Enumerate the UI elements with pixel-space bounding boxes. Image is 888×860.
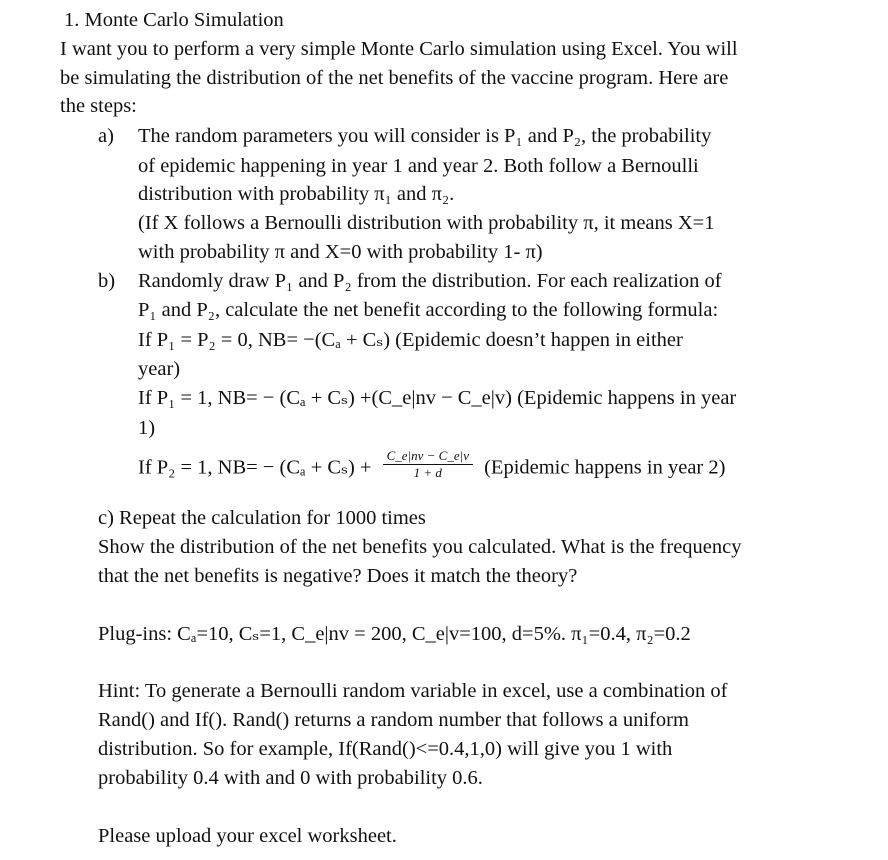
item-a-line-5: with probability π and X=0 with probability 1- π)	[138, 241, 543, 263]
intro-line-3: the steps:	[60, 95, 137, 117]
hint-line-3: distribution. So for example, If(Rand()<=0.4,1,0) will give you 1 with	[98, 738, 673, 760]
item-a-line-1: The random parameters you will consider is P₁ and P₂, the probability	[138, 125, 712, 147]
year2-suffix: (Epidemic happens in year 2)	[484, 456, 726, 479]
item-a-line-2: of epidemic happening in year 1 and year 2. Both follow a Bernoulli	[138, 155, 699, 177]
item-c-line: c) Repeat the calculation for 1000 times	[98, 507, 426, 529]
item-b-marker: b)	[98, 270, 116, 292]
item-b-line-6: 1)	[138, 417, 156, 439]
followup-line-2: that the net benefits is negative? Does it match the theory?	[98, 565, 578, 587]
year2-prefix: If P₂ = 1, NB= − (Cₐ + Cₛ) +	[138, 456, 372, 479]
item-a-marker: a)	[98, 125, 114, 147]
item-a-line-3: distribution with probability π₁ and π₂.	[138, 183, 455, 205]
closing-line: Please upload your excel worksheet.	[98, 825, 397, 847]
section-title: 1. Monte Carlo Simulation	[64, 9, 284, 31]
hint-line-2: Rand() and If(). Rand() returns a random number that follows a uniform	[98, 709, 689, 731]
item-b-line-5: If P₁ = 1, NB= − (Cₐ + Cₛ) +(C_e|nv − C_e|v) (Epidemic happens in year	[138, 387, 737, 409]
item-b-year2-formula	[138, 448, 726, 485]
year2-fraction-numerator: C_e|nv − C_e|v	[383, 448, 473, 465]
item-b-line-4: year)	[138, 358, 181, 380]
year2-fraction	[383, 448, 473, 481]
intro-line-1: I want you to perform a very simple Monte Carlo simulation using Excel. You will	[60, 38, 738, 60]
hint-line-4: probability 0.4 with and 0 with probability 0.6.	[98, 767, 483, 789]
item-a-line-4: (If X follows a Bernoulli distribution with probability π, it means X=1	[138, 212, 715, 234]
plugins-line: Plug-ins: Cₐ=10, Cₛ=1, C_e|nv = 200, C_e|v=100, d=5%. π₁=0.4, π₂=0.2	[98, 623, 691, 645]
hint-line-1: Hint: To generate a Bernoulli random variable in excel, use a combination of	[98, 680, 728, 702]
intro-line-2: be simulating the distribution of the net benefits of the vaccine program. Here are	[60, 67, 729, 89]
item-b-line-3: If P₁ = P₂ = 0, NB= −(Cₐ + Cₛ) (Epidemic doesn’t happen in either	[138, 329, 683, 351]
year2-fraction-denominator: 1 + d	[413, 464, 442, 480]
followup-line-1: Show the distribution of the net benefits you calculated. What is the frequency	[98, 536, 742, 558]
item-b-line-1: Randomly draw P₁ and P₂ from the distribution. For each realization of	[138, 270, 722, 292]
item-b-line-2: P₁ and P₂, calculate the net benefit according to the following formula:	[138, 299, 719, 321]
